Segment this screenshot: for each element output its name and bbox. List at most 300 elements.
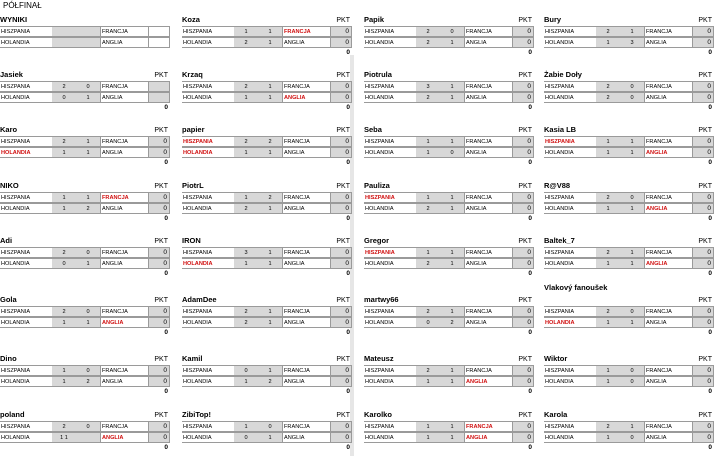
- match-row: [364, 376, 534, 387]
- score-home-cell[interactable]: 1: [596, 203, 620, 214]
- participant-name: Adi: [0, 236, 13, 245]
- score-home-cell[interactable]: 1: [596, 258, 620, 269]
- score-away-cell[interactable]: 1: [258, 37, 282, 48]
- score-away-cell[interactable]: 1: [258, 147, 282, 158]
- team-home: HOLANDIA: [0, 317, 52, 328]
- score-home-cell[interactable]: 2: [596, 421, 620, 432]
- points-cell[interactable]: 0: [692, 136, 714, 147]
- points-cell[interactable]: 0: [148, 136, 170, 147]
- team-away: FRANCJA: [282, 192, 330, 203]
- points-cell[interactable]: 0: [148, 421, 170, 432]
- points-cell[interactable]: 0: [512, 317, 534, 328]
- participant-name: Baltek_7: [544, 236, 575, 245]
- participant-name: Gregor: [364, 236, 390, 245]
- match-row: [0, 37, 170, 48]
- match-row: [544, 147, 714, 158]
- match-row: [182, 432, 352, 443]
- team-away: FRANCJA: [100, 26, 148, 37]
- team-away: ANGLIA: [100, 258, 148, 269]
- team-home: HOLANDIA: [364, 92, 416, 103]
- score-away-cell[interactable]: 0: [258, 421, 282, 432]
- score-away-cell[interactable]: 1: [258, 432, 282, 443]
- score-home-cell[interactable]: 2: [416, 26, 440, 37]
- score-home-cell[interactable]: 1 1: [52, 432, 76, 443]
- score-away-cell[interactable]: 1: [620, 147, 644, 158]
- score-home-cell[interactable]: 1: [596, 317, 620, 328]
- points-total: 0: [346, 270, 350, 277]
- points-cell[interactable]: 0: [330, 203, 352, 214]
- points-cell[interactable]: 0: [692, 37, 714, 48]
- points-cell[interactable]: 0: [330, 147, 352, 158]
- points-cell[interactable]: 0: [692, 247, 714, 258]
- match-row: [0, 136, 170, 147]
- points-cell[interactable]: [148, 92, 170, 103]
- score-home-cell[interactable]: [52, 26, 76, 37]
- team-home: HOLANDIA: [182, 147, 234, 158]
- score-away-cell[interactable]: 1: [440, 247, 464, 258]
- points-total: 0: [346, 159, 350, 166]
- score-home-cell[interactable]: 1: [416, 376, 440, 387]
- score-home-cell[interactable]: 3: [234, 247, 258, 258]
- score-home-cell[interactable]: 2: [596, 26, 620, 37]
- score-away-cell[interactable]: 0: [440, 147, 464, 158]
- score-away-cell[interactable]: 1: [76, 192, 100, 203]
- team-home: HOLANDIA: [544, 147, 596, 158]
- points-cell[interactable]: 0: [512, 247, 534, 258]
- points-cell[interactable]: 0: [148, 203, 170, 214]
- match-row: [364, 258, 534, 269]
- points-cell[interactable]: 0: [148, 306, 170, 317]
- score-away-cell[interactable]: 1: [258, 306, 282, 317]
- points-cell[interactable]: 0: [148, 258, 170, 269]
- score-away-cell[interactable]: 1: [258, 81, 282, 92]
- score-home-cell[interactable]: 1: [596, 147, 620, 158]
- score-away-cell[interactable]: 0: [76, 81, 100, 92]
- points-cell[interactable]: 0: [330, 365, 352, 376]
- team-away: ANGLIA: [282, 258, 330, 269]
- participant-name: Krzaq: [182, 70, 203, 79]
- score-away-cell[interactable]: 0: [620, 432, 644, 443]
- score-home-cell[interactable]: 2: [234, 317, 258, 328]
- points-cell[interactable]: 0: [330, 81, 352, 92]
- score-home-cell[interactable]: 2: [416, 203, 440, 214]
- score-home-cell[interactable]: 2: [234, 203, 258, 214]
- match-row: [182, 203, 352, 214]
- score-home-cell[interactable]: 1: [52, 147, 76, 158]
- points-cell[interactable]: 0: [692, 421, 714, 432]
- pkt-header: PKT: [154, 72, 168, 79]
- score-home-cell[interactable]: 2: [416, 306, 440, 317]
- team-home: HISZPANIA: [0, 26, 52, 37]
- score-away-cell[interactable]: 1: [620, 421, 644, 432]
- pkt-header: PKT: [698, 297, 712, 304]
- score-away-cell[interactable]: 1: [440, 37, 464, 48]
- participant-name: WYNIKI: [0, 15, 28, 24]
- score-away-cell[interactable]: 2: [76, 203, 100, 214]
- score-home-cell[interactable]: 1: [234, 421, 258, 432]
- participant-card: [364, 178, 534, 230]
- participant-card: [364, 233, 534, 285]
- score-away-cell[interactable]: 1: [620, 203, 644, 214]
- points-cell[interactable]: 0: [148, 147, 170, 158]
- score-home-cell[interactable]: 1: [416, 136, 440, 147]
- points-cell[interactable]: 0: [148, 192, 170, 203]
- score-away-cell[interactable]: 1: [620, 26, 644, 37]
- score-home-cell[interactable]: 1: [416, 147, 440, 158]
- match-row: [544, 317, 714, 328]
- pkt-header: PKT: [518, 238, 532, 245]
- score-away-cell[interactable]: 1: [76, 136, 100, 147]
- score-away-cell[interactable]: 1: [440, 376, 464, 387]
- score-home-cell[interactable]: 2: [596, 247, 620, 258]
- score-home-cell[interactable]: 1: [596, 136, 620, 147]
- score-away-cell[interactable]: 1: [258, 247, 282, 258]
- score-home-cell[interactable]: 2: [234, 81, 258, 92]
- points-cell[interactable]: 0: [512, 376, 534, 387]
- points-cell[interactable]: 0: [512, 258, 534, 269]
- points-total: 0: [528, 215, 532, 222]
- points-cell[interactable]: 0: [512, 365, 534, 376]
- points-cell[interactable]: 0: [148, 376, 170, 387]
- team-away: FRANCJA: [644, 192, 692, 203]
- team-home: HOLANDIA: [0, 92, 52, 103]
- score-home-cell[interactable]: 2: [596, 92, 620, 103]
- points-cell[interactable]: 0: [692, 192, 714, 203]
- points-cell[interactable]: 0: [692, 81, 714, 92]
- score-home-cell[interactable]: 2: [416, 37, 440, 48]
- team-away: FRANCJA: [464, 81, 512, 92]
- points-total: 0: [164, 270, 168, 277]
- score-away-cell[interactable]: 1: [440, 432, 464, 443]
- match-row: [0, 247, 170, 258]
- participant-card: [544, 283, 714, 344]
- score-away-cell[interactable]: 0: [620, 376, 644, 387]
- score-away-cell[interactable]: 1: [440, 365, 464, 376]
- score-home-cell[interactable]: 1: [234, 92, 258, 103]
- points-cell[interactable]: 0: [692, 147, 714, 158]
- score-home-cell[interactable]: 2: [234, 136, 258, 147]
- score-away-cell[interactable]: 1: [258, 26, 282, 37]
- score-home-cell[interactable]: 1: [416, 432, 440, 443]
- score-away-cell[interactable]: 1: [620, 317, 644, 328]
- pkt-header: PKT: [336, 356, 350, 363]
- participant-card: [182, 12, 352, 64]
- score-home-cell[interactable]: 2: [234, 37, 258, 48]
- score-home-cell[interactable]: 1: [234, 376, 258, 387]
- score-home-cell[interactable]: 2: [52, 421, 76, 432]
- team-away: FRANCJA: [644, 136, 692, 147]
- score-home-cell[interactable]: 2: [596, 192, 620, 203]
- match-row: [364, 192, 534, 203]
- team-away: ANGLIA: [282, 432, 330, 443]
- score-home-cell[interactable]: 1: [52, 376, 76, 387]
- match-row: [364, 203, 534, 214]
- score-away-cell[interactable]: 1: [620, 136, 644, 147]
- score-away-cell[interactable]: 2: [440, 317, 464, 328]
- participant-name: Vlakový fanoušek: [544, 283, 608, 292]
- score-home-cell[interactable]: 1: [596, 365, 620, 376]
- team-home: HOLANDIA: [0, 258, 52, 269]
- score-away-cell[interactable]: 1: [258, 258, 282, 269]
- score-away-cell[interactable]: 1: [440, 136, 464, 147]
- match-row: [182, 136, 352, 147]
- score-away-cell[interactable]: 0: [620, 92, 644, 103]
- score-away-cell[interactable]: 1: [440, 421, 464, 432]
- participant-name: Karolko: [364, 410, 392, 419]
- match-row: [0, 192, 170, 203]
- score-away-cell[interactable]: [76, 26, 100, 37]
- score-away-cell[interactable]: 1: [440, 258, 464, 269]
- score-away-cell[interactable]: [76, 37, 100, 48]
- score-home-cell[interactable]: 0: [52, 258, 76, 269]
- participant-name: Pauliza: [364, 181, 390, 190]
- score-home-cell[interactable]: 2: [596, 306, 620, 317]
- participant-name: martwy66: [364, 295, 399, 304]
- score-home-cell[interactable]: 1: [416, 421, 440, 432]
- score-home-cell[interactable]: 1: [234, 258, 258, 269]
- score-home-cell[interactable]: 0: [416, 317, 440, 328]
- points-cell[interactable]: 0: [330, 258, 352, 269]
- pkt-header: PKT: [698, 183, 712, 190]
- points-cell[interactable]: 0: [330, 92, 352, 103]
- score-away-cell[interactable]: 1: [440, 306, 464, 317]
- participant-card: [544, 351, 714, 403]
- points-cell[interactable]: 0: [512, 37, 534, 48]
- score-home-cell[interactable]: 3: [416, 81, 440, 92]
- team-away: ANGLIA: [100, 317, 148, 328]
- score-away-cell[interactable]: 1: [258, 317, 282, 328]
- score-home-cell[interactable]: 1: [234, 147, 258, 158]
- points-cell[interactable]: 0: [330, 306, 352, 317]
- participant-card: [364, 292, 534, 344]
- score-away-cell[interactable]: 0: [620, 192, 644, 203]
- participant-card: [364, 67, 534, 119]
- score-home-cell[interactable]: 2: [52, 306, 76, 317]
- points-cell[interactable]: 0: [692, 26, 714, 37]
- team-away: FRANCJA: [282, 26, 330, 37]
- points-cell[interactable]: 0: [692, 432, 714, 443]
- score-home-cell[interactable]: 0: [234, 365, 258, 376]
- points-cell[interactable]: 0: [148, 247, 170, 258]
- score-home-cell[interactable]: 2: [416, 365, 440, 376]
- team-away: ANGLIA: [282, 203, 330, 214]
- score-away-cell[interactable]: 1: [76, 147, 100, 158]
- score-away-cell[interactable]: 0: [620, 365, 644, 376]
- pkt-header: PKT: [336, 297, 350, 304]
- score-away-cell[interactable]: 1: [440, 203, 464, 214]
- score-away-cell[interactable]: 3: [620, 37, 644, 48]
- points-cell[interactable]: 0: [330, 376, 352, 387]
- team-away: ANGLIA: [644, 258, 692, 269]
- points-cell[interactable]: 0: [330, 421, 352, 432]
- match-row: [182, 147, 352, 158]
- points-cell[interactable]: [148, 37, 170, 48]
- match-row: [0, 258, 170, 269]
- points-cell[interactable]: 0: [692, 306, 714, 317]
- score-away-cell[interactable]: 1: [258, 92, 282, 103]
- score-home-cell[interactable]: 1: [234, 192, 258, 203]
- points-cell[interactable]: 0: [148, 432, 170, 443]
- points-cell[interactable]: 0: [512, 203, 534, 214]
- points-cell[interactable]: 0: [692, 92, 714, 103]
- points-cell[interactable]: 0: [512, 136, 534, 147]
- team-away: FRANCJA: [644, 421, 692, 432]
- team-away: ANGLIA: [464, 37, 512, 48]
- score-home-cell[interactable]: 2: [596, 81, 620, 92]
- score-home-cell[interactable]: 0: [234, 432, 258, 443]
- points-cell[interactable]: 0: [692, 376, 714, 387]
- pkt-header: PKT: [518, 72, 532, 79]
- score-home-cell[interactable]: 1: [52, 203, 76, 214]
- team-away: ANGLIA: [464, 92, 512, 103]
- points-total: 0: [346, 329, 350, 336]
- score-home-cell[interactable]: 0: [52, 92, 76, 103]
- points-cell[interactable]: 0: [330, 247, 352, 258]
- score-home-cell[interactable]: [52, 37, 76, 48]
- match-row: [0, 81, 170, 92]
- score-away-cell[interactable]: 1: [620, 258, 644, 269]
- score-away-cell[interactable]: 0: [620, 81, 644, 92]
- participant-name: NIKO: [0, 181, 19, 190]
- score-away-cell[interactable]: 1: [76, 317, 100, 328]
- points-cell[interactable]: 0: [692, 317, 714, 328]
- match-row: [182, 317, 352, 328]
- points-total: 0: [164, 104, 168, 111]
- participant-name: Dino: [0, 354, 17, 363]
- score-home-cell[interactable]: 1: [596, 432, 620, 443]
- score-home-cell[interactable]: 1: [234, 26, 258, 37]
- score-away-cell[interactable]: [76, 432, 100, 443]
- pkt-header: PKT: [698, 72, 712, 79]
- match-row: [182, 258, 352, 269]
- participant-card: [364, 12, 534, 64]
- score-away-cell[interactable]: 1: [258, 365, 282, 376]
- points-total: 0: [708, 329, 712, 336]
- participant-name: Bury: [544, 15, 562, 24]
- score-away-cell[interactable]: 0: [620, 306, 644, 317]
- points-cell[interactable]: 0: [512, 306, 534, 317]
- score-home-cell[interactable]: 1: [416, 247, 440, 258]
- score-home-cell[interactable]: 1: [52, 192, 76, 203]
- score-away-cell[interactable]: 0: [440, 26, 464, 37]
- participant-name: Koza: [182, 15, 200, 24]
- points-cell[interactable]: 0: [692, 365, 714, 376]
- points-cell[interactable]: [148, 81, 170, 92]
- pkt-header: PKT: [518, 183, 532, 190]
- points-cell[interactable]: 0: [330, 37, 352, 48]
- points-cell[interactable]: 0: [512, 81, 534, 92]
- team-home: HISZPANIA: [544, 192, 596, 203]
- score-home-cell[interactable]: 1: [52, 317, 76, 328]
- pkt-header: PKT: [698, 356, 712, 363]
- score-away-cell[interactable]: 1: [258, 203, 282, 214]
- score-home-cell[interactable]: 2: [52, 81, 76, 92]
- score-home-cell[interactable]: 2: [234, 306, 258, 317]
- team-home: HISZPANIA: [544, 306, 596, 317]
- score-home-cell[interactable]: 1: [596, 37, 620, 48]
- participant-card: [182, 351, 352, 403]
- score-home-cell[interactable]: 1: [52, 365, 76, 376]
- team-away: ANGLIA: [282, 37, 330, 48]
- score-away-cell[interactable]: 2: [258, 136, 282, 147]
- team-home: HOLANDIA: [182, 376, 234, 387]
- team-home: HISZPANIA: [0, 192, 52, 203]
- match-row: [0, 421, 170, 432]
- match-row: [544, 192, 714, 203]
- points-cell[interactable]: 0: [692, 203, 714, 214]
- match-row: [544, 421, 714, 432]
- score-away-cell[interactable]: 1: [76, 92, 100, 103]
- participant-card: [544, 12, 714, 64]
- points-cell[interactable]: 0: [330, 317, 352, 328]
- points-total: 0: [164, 329, 168, 336]
- team-away: FRANCJA: [100, 306, 148, 317]
- score-away-cell[interactable]: 1: [440, 92, 464, 103]
- match-row: [0, 365, 170, 376]
- points-cell[interactable]: 0: [512, 432, 534, 443]
- score-away-cell[interactable]: 1: [76, 258, 100, 269]
- match-row: [0, 26, 170, 37]
- points-cell[interactable]: 0: [512, 421, 534, 432]
- score-away-cell[interactable]: 2: [258, 192, 282, 203]
- points-cell[interactable]: 0: [512, 26, 534, 37]
- score-home-cell[interactable]: 1: [596, 376, 620, 387]
- pkt-header: PKT: [154, 183, 168, 190]
- points-cell[interactable]: 0: [512, 192, 534, 203]
- match-row: [544, 203, 714, 214]
- points-total: 0: [708, 215, 712, 222]
- points-cell[interactable]: 0: [330, 136, 352, 147]
- score-away-cell[interactable]: 2: [76, 376, 100, 387]
- score-away-cell[interactable]: 1: [440, 81, 464, 92]
- points-cell[interactable]: 0: [148, 365, 170, 376]
- score-away-cell[interactable]: 1: [620, 247, 644, 258]
- points-cell[interactable]: [148, 26, 170, 37]
- pkt-header: PKT: [336, 127, 350, 134]
- points-cell[interactable]: 0: [692, 258, 714, 269]
- match-row: [544, 247, 714, 258]
- match-row: [364, 365, 534, 376]
- score-away-cell[interactable]: 0: [76, 306, 100, 317]
- points-total: 0: [164, 159, 168, 166]
- points-cell[interactable]: 0: [148, 317, 170, 328]
- score-home-cell[interactable]: 2: [416, 258, 440, 269]
- points-cell[interactable]: 0: [330, 26, 352, 37]
- score-away-cell[interactable]: 2: [258, 376, 282, 387]
- pkt-header: PKT: [154, 238, 168, 245]
- points-cell[interactable]: 0: [512, 147, 534, 158]
- score-away-cell[interactable]: 0: [76, 421, 100, 432]
- match-row: [182, 92, 352, 103]
- team-away: ANGLIA: [644, 37, 692, 48]
- match-row: [544, 81, 714, 92]
- pkt-header: PKT: [518, 297, 532, 304]
- score-away-cell[interactable]: 0: [76, 247, 100, 258]
- score-away-cell[interactable]: 1: [440, 192, 464, 203]
- pkt-header: PKT: [518, 356, 532, 363]
- points-cell[interactable]: 0: [330, 192, 352, 203]
- match-row: [0, 317, 170, 328]
- score-home-cell[interactable]: 2: [416, 92, 440, 103]
- score-home-cell[interactable]: 1: [416, 192, 440, 203]
- match-row: [182, 247, 352, 258]
- score-home-cell[interactable]: 2: [52, 247, 76, 258]
- points-cell[interactable]: 0: [330, 432, 352, 443]
- team-away: ANGLIA: [100, 376, 148, 387]
- score-home-cell[interactable]: 2: [52, 136, 76, 147]
- points-cell[interactable]: 0: [512, 92, 534, 103]
- score-away-cell[interactable]: 0: [76, 365, 100, 376]
